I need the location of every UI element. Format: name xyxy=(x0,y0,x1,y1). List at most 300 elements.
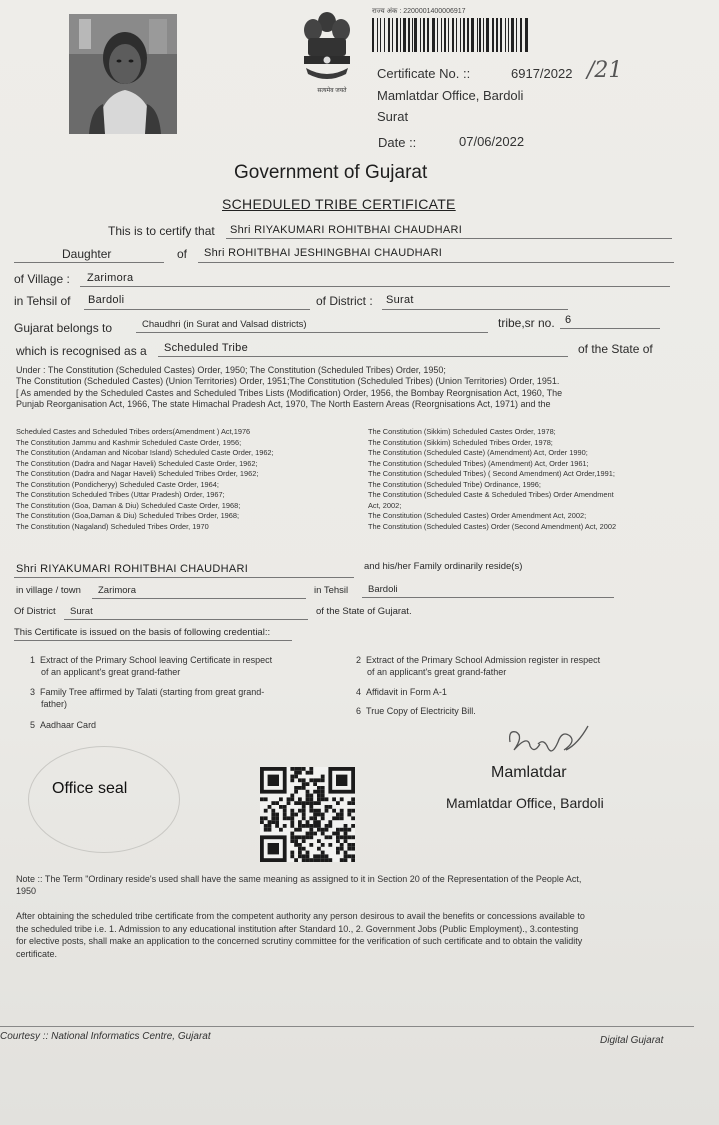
barcode-bar xyxy=(486,18,489,52)
district-value: Surat xyxy=(386,294,414,306)
barcode-bar xyxy=(380,18,382,52)
qr-module xyxy=(264,809,268,813)
qr-module xyxy=(302,786,306,790)
qr-module xyxy=(294,801,298,805)
qr-module xyxy=(260,816,264,820)
barcode-number: राज्य अंक : 2200001400006917 xyxy=(372,8,466,15)
qr-module xyxy=(302,858,306,862)
barcode-bar xyxy=(505,18,507,52)
qr-module xyxy=(313,858,317,862)
barcode-bar xyxy=(448,18,449,52)
issue-date: 07/06/2022 xyxy=(459,134,525,149)
qr-module xyxy=(268,820,272,824)
qr-module xyxy=(351,858,355,862)
residence-tehsil: Bardoli xyxy=(368,584,398,595)
barcode-bar xyxy=(388,18,390,52)
qr-module xyxy=(336,813,340,817)
order-item: The Constitution (Scheduled Caste) (Amendment) Act, Order 1990; xyxy=(368,448,588,457)
qr-module xyxy=(321,775,325,779)
qr-module xyxy=(317,809,321,813)
credential-item: 1 Extract of the Primary School leaving Certificate in respect of an applicant's great grand-father xyxy=(30,655,273,677)
tehsil-value: Bardoli xyxy=(88,294,125,306)
qr-module xyxy=(317,828,321,832)
order-item: Act, 2002; xyxy=(368,500,402,510)
order-item: The Constitution (Pondicheryy) Scheduled Caste Order, 1964; xyxy=(16,479,219,489)
order-item: The Constitution (Nagaland) Scheduled Tribes Order, 1970 xyxy=(16,521,209,531)
qr-module xyxy=(313,809,317,813)
barcode-bar xyxy=(496,18,498,52)
qr-module xyxy=(325,797,329,801)
qr-module xyxy=(325,809,329,813)
footer-courtesy: Courtesy :: National Informatics Centre, Gujarat xyxy=(0,1031,211,1042)
page-title: Government of Gujarat xyxy=(234,162,428,183)
issuing-office: Mamlatdar Office, Bardoli xyxy=(377,88,524,103)
qr-module xyxy=(306,832,310,836)
order-item: The Constitution Scheduled Tribes (Uttar Pradesh) Order, 1967; xyxy=(16,490,225,499)
orders-right-column xyxy=(368,427,708,532)
qr-module xyxy=(306,801,310,805)
qr-module xyxy=(298,835,302,839)
qr-module xyxy=(317,813,321,817)
qr-module xyxy=(309,805,313,809)
qr-module xyxy=(294,843,298,847)
footer-brand: Digital Gujarat xyxy=(600,1035,664,1046)
qr-module xyxy=(306,824,310,828)
qr-module xyxy=(317,824,321,828)
qr-module xyxy=(290,794,294,798)
qr-module xyxy=(290,775,294,779)
residence-district-label: Of District xyxy=(14,606,56,617)
applicant-photo xyxy=(69,14,177,134)
qr-module xyxy=(260,797,264,801)
qr-module xyxy=(298,851,302,855)
order-item: The Constitution (Goa, Daman & Diu) Scheduled Caste Order, 1968; xyxy=(16,500,241,510)
of-label: of xyxy=(177,247,188,261)
qr-module xyxy=(264,797,268,801)
parent-name: Shri ROHITBHAI JESHINGBHAI CHAUDHARI xyxy=(204,247,443,259)
qr-module xyxy=(325,824,329,828)
barcode-bar xyxy=(511,18,514,52)
order-item: The Constitution Jammu and Kashmir Scheduled Caste Order, 1956; xyxy=(16,437,242,447)
barcode-bar xyxy=(427,18,429,52)
qr-module xyxy=(340,816,344,820)
qr-module xyxy=(325,854,329,858)
tribe-name: Chaudhri (in Surat and Valsad districts) xyxy=(142,319,307,330)
qr-module xyxy=(340,847,344,851)
qr-module xyxy=(287,797,291,801)
qr-module xyxy=(306,820,310,824)
qr-module xyxy=(313,813,317,817)
qr-module xyxy=(306,782,310,786)
qr-module xyxy=(309,801,313,805)
qr-module xyxy=(325,805,329,809)
qr-code-icon xyxy=(260,767,355,862)
qr-module xyxy=(268,805,272,809)
qr-module xyxy=(347,801,351,805)
qr-module xyxy=(351,816,355,820)
qr-module xyxy=(328,835,332,839)
order-item: The Constitution (Dadra and Nagar Haveli) Scheduled Caste Order, 1962; xyxy=(16,458,258,468)
order-item: The Constitution (Goa,Daman & Diu) Scheduled Tribes Order, 1968; xyxy=(16,511,240,520)
qr-module xyxy=(298,828,302,832)
qr-module xyxy=(321,790,325,794)
qr-module xyxy=(347,843,351,847)
recognised-label: which is recognised as a xyxy=(16,344,147,358)
certificate-subtitle: SCHEDULED TRIBE CERTIFICATE xyxy=(222,196,456,212)
relation: Daughter xyxy=(62,247,112,261)
credential-item: 4 Affidavit in Form A-1 xyxy=(356,687,447,697)
qr-module xyxy=(264,824,268,828)
barcode-bar xyxy=(467,18,469,52)
order-item: The Constitution (Scheduled Castes) Order Amendment Act, 2002; xyxy=(368,511,587,520)
qr-module xyxy=(309,797,313,801)
credential-item: 6 True Copy of Electricity Bill. xyxy=(356,706,476,716)
qr-module xyxy=(294,786,298,790)
qr-module xyxy=(347,835,351,839)
qr-module xyxy=(313,854,317,858)
qr-module xyxy=(287,816,291,820)
qr-module xyxy=(302,854,306,858)
qr-module xyxy=(347,847,351,851)
qr-module xyxy=(294,790,298,794)
state-label: of the State of xyxy=(578,342,653,356)
barcode-bar xyxy=(441,18,443,52)
barcode-bar xyxy=(423,18,426,52)
qr-module xyxy=(325,828,329,832)
qr-module xyxy=(344,835,348,839)
barcode-bar xyxy=(520,18,523,52)
qr-module xyxy=(290,835,294,839)
certificate-no: 6917/2022 xyxy=(511,66,573,81)
credential-item: 5 Aadhaar Card xyxy=(30,720,97,730)
qr-module xyxy=(290,816,294,820)
qr-module xyxy=(351,809,355,813)
qr-module xyxy=(264,816,268,820)
credential-item: 3 Family Tree affirmed by Talati (starting from great grand- father) xyxy=(30,687,265,709)
qr-module xyxy=(302,805,306,809)
qr-module xyxy=(313,816,317,820)
qr-module xyxy=(302,801,306,805)
qr-module xyxy=(298,824,302,828)
qr-module xyxy=(321,858,325,862)
barcode-bar xyxy=(525,18,528,52)
under-line: [ As amended by the Scheduled Castes and Scheduled Tribes Lists (Modification) Order, 1956, the Bombay Reorgnisation Act, 1960, The xyxy=(16,387,563,398)
qr-module xyxy=(321,816,325,820)
qr-module xyxy=(271,813,275,817)
qr-module xyxy=(271,801,275,805)
barcode-bar xyxy=(437,18,438,52)
qr-module xyxy=(351,847,355,851)
qr-module xyxy=(325,858,329,862)
qr-module xyxy=(309,835,313,839)
barcode-icon xyxy=(372,18,530,52)
office-seal-stamp xyxy=(28,746,180,853)
qr-module xyxy=(260,820,264,824)
qr-module xyxy=(302,839,306,843)
qr-module xyxy=(309,824,313,828)
qr-module xyxy=(298,767,302,771)
qr-module xyxy=(344,839,348,843)
signatory-title: Mamlatdar xyxy=(491,764,567,781)
qr-module xyxy=(306,835,310,839)
qr-module xyxy=(290,809,294,813)
qr-module xyxy=(340,809,344,813)
qr-module xyxy=(264,828,268,832)
qr-module xyxy=(279,828,283,832)
qr-module xyxy=(309,832,313,836)
qr-module xyxy=(317,801,321,805)
qr-module xyxy=(313,801,317,805)
reside-label: and his/her Family ordinarily reside(s) xyxy=(364,561,523,572)
qr-module xyxy=(298,778,302,782)
qr-module xyxy=(309,794,313,798)
qr-module xyxy=(306,797,310,801)
qr-module xyxy=(294,835,298,839)
qr-module xyxy=(336,828,340,832)
qr-module xyxy=(344,851,348,855)
qr-module xyxy=(275,801,279,805)
qr-module xyxy=(294,767,298,771)
signature-icon xyxy=(500,720,600,768)
barcode-bar xyxy=(400,18,402,52)
qr-module xyxy=(347,854,351,858)
qr-module xyxy=(321,794,325,798)
qr-module xyxy=(302,835,306,839)
qr-module xyxy=(336,847,340,851)
barcode-bar xyxy=(444,18,446,52)
qr-module xyxy=(306,854,310,858)
resident-name: Shri RIYAKUMARI ROHITBHAI CHAUDHARI xyxy=(16,563,249,575)
order-item: The Constitution (Sikkim) Scheduled Tribes Order, 1978; xyxy=(368,437,553,447)
qr-module xyxy=(298,771,302,775)
qr-module xyxy=(336,851,340,855)
qr-module xyxy=(268,824,272,828)
qr-module xyxy=(271,809,275,813)
qr-module xyxy=(271,820,275,824)
qr-module xyxy=(298,854,302,858)
barcode-bar xyxy=(492,18,495,52)
order-item: The Constitution (Scheduled Tribes) (Amendment) Act, Order 1961; xyxy=(368,458,589,468)
barcode-bar xyxy=(477,18,478,52)
qr-module xyxy=(351,797,355,801)
qr-module xyxy=(309,816,313,820)
district-label: of District : xyxy=(316,294,373,308)
order-item: The Constitution (Scheduled Tribes) ( Second Amendment) Act Order,1991; xyxy=(368,469,615,478)
qr-module xyxy=(309,771,313,775)
qr-module xyxy=(268,828,272,832)
qr-module xyxy=(306,851,310,855)
after-text: After obtaining the scheduled tribe certificate from the competent authority any person desirous to avail the benefits or concessions available to the scheduled tribe i.e. 1. Admission to any educational institution after Standard 10., 2. Government Jobs (Public Employment)., 3.contesting for elective posts, shall make an application to the concerned scrutiny committee for the verification of such certificate and to obtain the validity certificate. xyxy=(16,911,585,959)
qr-module xyxy=(344,858,348,862)
qr-module xyxy=(351,835,355,839)
barcode-bar xyxy=(463,18,465,52)
qr-module xyxy=(340,843,344,847)
barcode-bar xyxy=(479,18,481,52)
qr-module xyxy=(302,813,306,817)
qr-module xyxy=(340,835,344,839)
order-item: The Constitution (Andaman and Nicobar Island) Scheduled Caste Order, 1962; xyxy=(16,448,274,457)
qr-module xyxy=(306,794,310,798)
barcode-bar xyxy=(377,18,378,52)
qr-module xyxy=(298,801,302,805)
qr-module xyxy=(298,809,302,813)
under-line: The Constitution (Scheduled Castes) (Union Territories) Order, 1951;The Constitution (Scheduled Tribes) (Union Territories) Order, 1951. xyxy=(16,376,560,387)
qr-module xyxy=(294,828,298,832)
residence-state: of the State of Gujarat. xyxy=(316,606,412,617)
qr-module xyxy=(313,820,317,824)
child-portrait-image xyxy=(69,14,177,134)
village-label: of Village : xyxy=(14,272,70,286)
order-item: Scheduled Castes and Scheduled Tribes orders(Amendment ) Act,1976 xyxy=(16,427,251,436)
qr-module xyxy=(328,858,332,862)
qr-module xyxy=(302,847,306,851)
qr-module xyxy=(290,797,294,801)
handwritten-serial: /21 xyxy=(587,58,623,83)
qr-module xyxy=(321,797,325,801)
qr-module xyxy=(306,771,310,775)
qr-module xyxy=(321,832,325,836)
qr-module xyxy=(332,797,336,801)
qr-module xyxy=(287,801,291,805)
holder-name: Shri RIYAKUMARI ROHITBHAI CHAUDHARI xyxy=(230,224,463,236)
qr-module xyxy=(321,813,325,817)
srno-label: tribe,sr no. xyxy=(498,316,555,330)
barcode-bar xyxy=(396,18,398,52)
qr-module xyxy=(336,775,347,786)
qr-module xyxy=(275,820,279,824)
qr-module xyxy=(321,786,325,790)
qr-module xyxy=(290,820,294,824)
qr-module xyxy=(351,801,355,805)
qr-module xyxy=(279,805,283,809)
qr-module xyxy=(294,813,298,817)
qr-module xyxy=(298,843,302,847)
under-line: Punjab Reorganisation Act, 1966, The state Himachal Pradesh Act, 1970, The North Eastern Areas (Reorgnisations Act, 1971) and the xyxy=(16,399,551,410)
qr-module xyxy=(351,854,355,858)
qr-module xyxy=(275,824,279,828)
barcode-bar xyxy=(452,18,454,52)
qr-module xyxy=(336,835,340,839)
residence-village: Zarimora xyxy=(98,585,137,596)
qr-module xyxy=(290,813,294,817)
qr-module xyxy=(283,824,287,828)
barcode-bar xyxy=(508,18,509,52)
qr-module xyxy=(309,809,313,813)
barcode-bar xyxy=(516,18,517,52)
qr-module xyxy=(317,854,321,858)
order-item: The Constitution (Scheduled Caste & Scheduled Tribes) Order Amendment xyxy=(368,490,614,499)
qr-module xyxy=(313,778,317,782)
qr-module xyxy=(347,828,351,832)
order-item: The Constitution (Scheduled Castes) Order (Second Amendment) Act, 2002 xyxy=(368,521,617,531)
qr-module xyxy=(325,835,329,839)
qr-module xyxy=(298,786,302,790)
qr-module xyxy=(332,809,336,813)
residence-district: Surat xyxy=(70,606,93,617)
qr-module xyxy=(290,832,294,836)
qr-module xyxy=(321,778,325,782)
qr-module xyxy=(317,794,321,798)
qr-module xyxy=(313,790,317,794)
credential-item: 2 Extract of the Primary School Admission register in respect of an applicant's great grand-father xyxy=(356,655,601,677)
qr-module xyxy=(275,813,279,817)
qr-module xyxy=(309,828,313,832)
tehsil-label: in Tehsil of xyxy=(14,294,71,308)
barcode-bar xyxy=(412,18,413,52)
state-emblem xyxy=(296,8,358,96)
qr-module xyxy=(340,797,344,801)
barcode-bar xyxy=(420,18,421,52)
qr-module xyxy=(309,858,313,862)
qr-module xyxy=(298,820,302,824)
qr-module xyxy=(344,824,348,828)
qr-module xyxy=(317,790,321,794)
qr-module xyxy=(340,858,344,862)
qr-module xyxy=(328,805,332,809)
qr-module xyxy=(317,839,321,843)
qr-module xyxy=(332,816,336,820)
barcode-bar xyxy=(500,18,502,52)
qr-module xyxy=(290,767,294,771)
order-item: The Constitution (Scheduled Tribe) Ordinance, 1996; xyxy=(368,479,541,489)
qr-module xyxy=(306,790,310,794)
barcode-bar xyxy=(403,18,406,52)
qr-module xyxy=(302,809,306,813)
orders-left-column xyxy=(16,427,356,541)
qr-module xyxy=(313,832,317,836)
village-value: Zarimora xyxy=(87,272,134,284)
qr-module xyxy=(332,832,336,836)
qr-module xyxy=(283,816,287,820)
qr-module xyxy=(302,824,306,828)
qr-module xyxy=(347,813,351,817)
qr-module xyxy=(309,767,313,771)
barcode-bar xyxy=(408,18,410,52)
footer-divider xyxy=(0,1026,694,1027)
qr-module xyxy=(302,767,306,771)
qr-module xyxy=(306,858,310,862)
qr-module xyxy=(321,828,325,832)
qr-module xyxy=(298,847,302,851)
note-text: Note :: The Term "Ordinary reside's used shall have the same meaning as assigned to it in Section 20 of the Representation of the People Act, 1950 xyxy=(16,874,582,897)
qr-module xyxy=(340,813,344,817)
barcode-bar xyxy=(460,18,461,52)
qr-module xyxy=(283,805,287,809)
qr-module xyxy=(294,771,298,775)
qr-module xyxy=(290,778,294,782)
qr-module xyxy=(271,816,275,820)
qr-module xyxy=(344,828,348,832)
emblem-motto: सत्यमेव जयते xyxy=(317,88,347,94)
qr-module xyxy=(290,854,294,858)
qr-module xyxy=(328,824,332,828)
barcode-bar xyxy=(456,18,457,52)
qr-module xyxy=(317,847,321,851)
qr-module xyxy=(317,820,321,824)
signatory-office: Mamlatdar Office, Bardoli xyxy=(446,795,604,811)
qr-module xyxy=(351,824,355,828)
qr-module xyxy=(290,839,294,843)
recognised-value: Scheduled Tribe xyxy=(164,342,248,354)
qr-module xyxy=(336,839,340,843)
qr-module xyxy=(347,809,351,813)
qr-module xyxy=(309,778,313,782)
qr-module xyxy=(336,816,340,820)
qr-module xyxy=(321,843,325,847)
qr-module xyxy=(283,809,287,813)
qr-module xyxy=(317,797,321,801)
credentials-heading: This Certificate is issued on the basis of following credential:: xyxy=(14,627,271,638)
